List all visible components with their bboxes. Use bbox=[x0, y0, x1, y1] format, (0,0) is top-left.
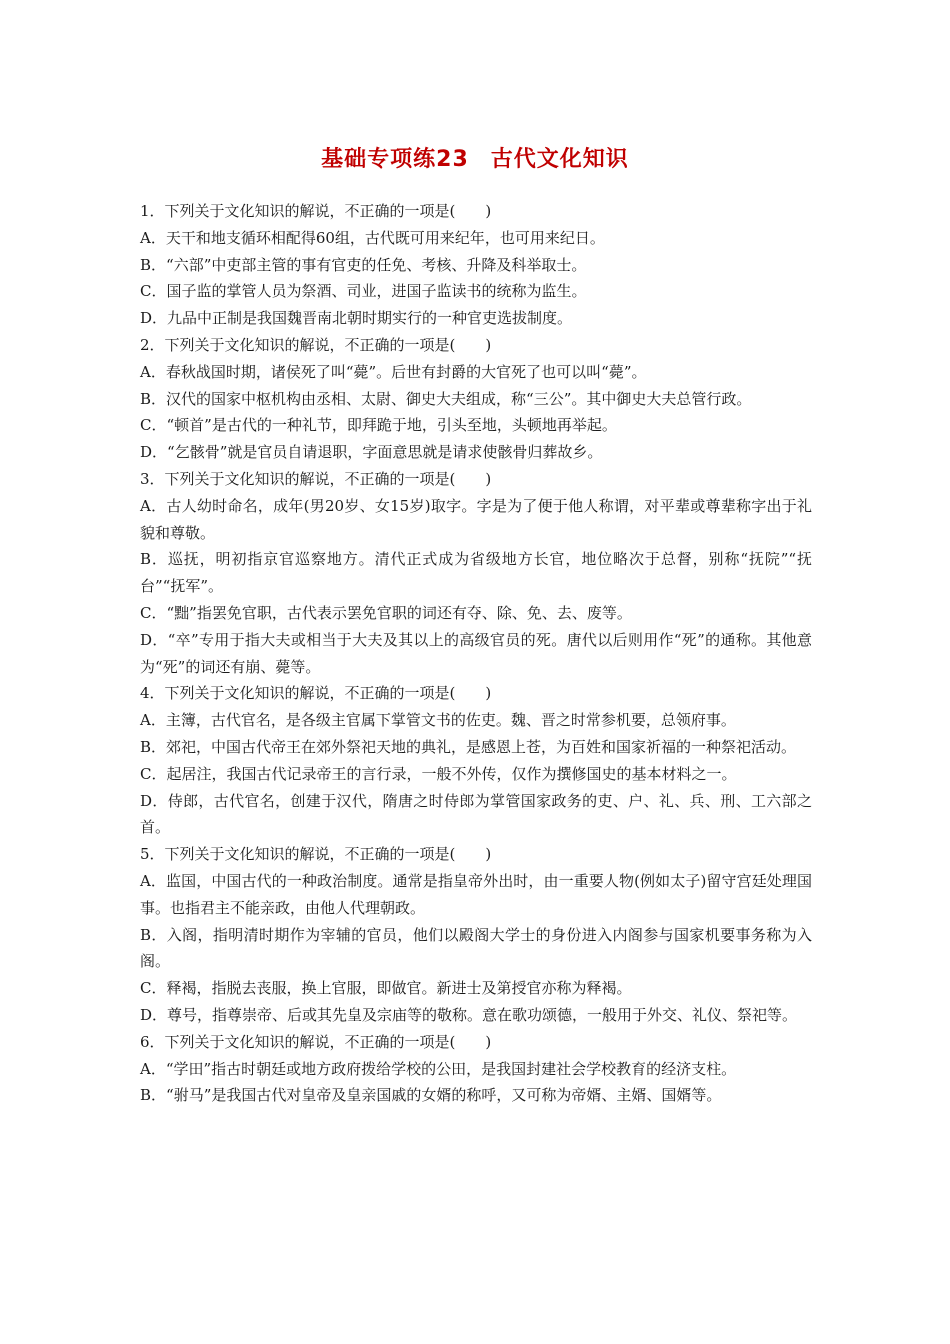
question-stem: 1．下列关于文化知识的解说，不正确的一项是( ) bbox=[140, 202, 492, 220]
option-c: C．起居注，我国古代记录帝王的言行录，一般不外传，仅作为撰修国史的基本材料之一。 bbox=[140, 764, 737, 783]
question-1 bbox=[140, 198, 812, 332]
question-stem: 2．下列关于文化知识的解说，不正确的一项是( ) bbox=[140, 335, 492, 354]
option-d: D．侍郎，古代官名，创建于汉代，隋唐之时侍郎为掌管国家政务的吏、户、礼、兵、刑、工六部之首。 bbox=[140, 791, 812, 837]
option-b: B．巡抚，明初指京官巡察地方。清代正式成为省级地方长官，地位略次于总督，别称“抚院”“抚台”“抚军”。 bbox=[140, 550, 812, 596]
option-a: A．春秋战国时期，诸侯死了叫“薨”。后世有封爵的大官死了也可以叫“薨”。 bbox=[140, 362, 647, 381]
option-a: A．古人幼时命名，成年(男20岁、女15岁)取字。字是为了便于他人称谓，对平辈或尊辈称字出于礼貌和尊敬。 bbox=[140, 496, 812, 542]
question-4 bbox=[140, 680, 812, 841]
title-main: 基础专项练23 bbox=[321, 147, 469, 172]
title-sub: 古代文化知识 bbox=[490, 147, 629, 172]
option-d: D．九品中正制是我国魏晋南北朝时期实行的一种官吏选拔制度。 bbox=[140, 309, 573, 328]
option-c: C．国子监的掌管人员为祭酒、司业，进国子监读书的统称为监生。 bbox=[140, 282, 587, 301]
question-5 bbox=[140, 841, 812, 1029]
question-stem: 6．下列关于文化知识的解说，不正确的一项是( ) bbox=[140, 1032, 492, 1051]
option-b: B．郊祀，中国古代帝王在郊外祭祀天地的典礼，是感恩上苍，为百姓和国家祈福的一种祭祀活动。 bbox=[140, 737, 797, 756]
option-b: B．“驸马”是我国古代对皇帝及皇亲国戚的女婿的称呼，又可称为帝婿、主婿、国婿等。 bbox=[140, 1086, 722, 1105]
page-title bbox=[0, 142, 950, 173]
question-list bbox=[140, 198, 812, 1109]
option-a: A．天干和地支循环相配得60组，古代既可用来纪年，也可用来纪日。 bbox=[140, 228, 605, 247]
question-stem: 4．下列关于文化知识的解说，不正确的一项是( ) bbox=[140, 684, 492, 703]
option-b: B．汉代的国家中枢机构由丞相、太尉、御史大夫组成，称“三公”。其中御史大夫总管行政。 bbox=[140, 389, 752, 408]
option-b: B．入阁，指明清时期作为宰辅的官员，他们以殿阁大学士的身份进入内阁参与国家机要事务称为入阁。 bbox=[140, 925, 812, 971]
option-b: B．“六部”中吏部主管的事有官吏的任免、考核、升降及科举取士。 bbox=[140, 255, 587, 274]
option-d: D．“卒”专用于指大夫或相当于大夫及其以上的高级官员的死。唐代以后则用作“死”的通称。其他意为“死”的词还有崩、薨等。 bbox=[140, 630, 812, 676]
option-a: A．监国，中国古代的一种政治制度。通常是指皇帝外出时，由一重要人物(例如太子)留守宫廷处理国事。也指君主不能亲政，由他人代理朝政。 bbox=[140, 871, 812, 917]
option-d: D．“乞骸骨”就是官员自请退职，字面意思就是请求使骸骨归葬故乡。 bbox=[140, 443, 603, 462]
question-6 bbox=[140, 1029, 812, 1109]
option-d: D．尊号，指尊崇帝、后或其先皇及宗庙等的敬称。意在歌功颂德，一般用于外交、礼仪、祭祀等。 bbox=[140, 1005, 798, 1024]
question-stem: 5．下列关于文化知识的解说，不正确的一项是( ) bbox=[140, 845, 492, 864]
option-c: C．“黜”指罢免官职，古代表示罢免官职的词还有夺、除、免、去、废等。 bbox=[140, 603, 632, 622]
question-stem: 3．下列关于文化知识的解说，不正确的一项是( ) bbox=[140, 469, 492, 488]
option-a: A．主簿，古代官名，是各级主官属下掌管文书的佐吏。魏、晋之时常参机要，总领府事。 bbox=[140, 711, 736, 730]
option-c: C．释褐，指脱去丧服，换上官服，即做官。新进士及第授官亦称为释褐。 bbox=[140, 979, 632, 998]
question-3 bbox=[140, 466, 812, 680]
option-a: A．“学田”指古时朝廷或地方政府拨给学校的公田，是我国封建社会学校教育的经济支柱。 bbox=[140, 1059, 737, 1078]
option-c: C．“顿首”是古代的一种礼节，即拜跪于地，引头至地，头顿地再举起。 bbox=[140, 416, 617, 435]
question-2 bbox=[140, 332, 812, 466]
